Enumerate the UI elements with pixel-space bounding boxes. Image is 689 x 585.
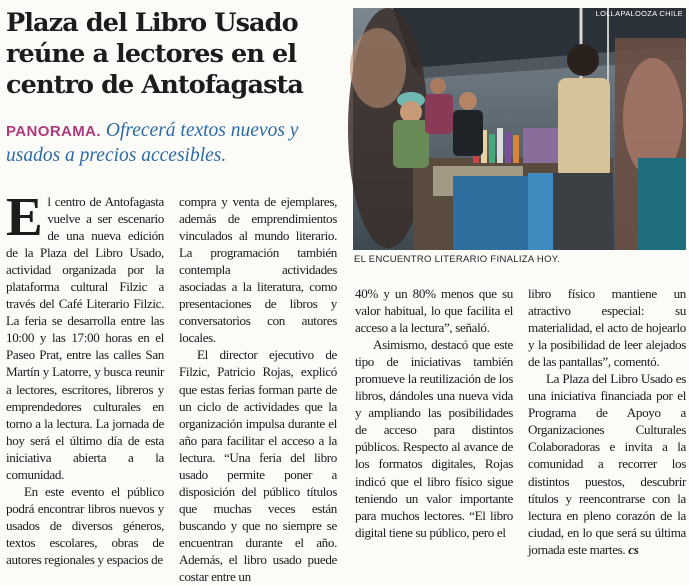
dropcap: E — [6, 186, 43, 247]
photo-credit: LOLLAPALOOZA CHILE — [595, 9, 683, 18]
text-column-1 — [6, 186, 164, 568]
photo-caption: EL ENCUENTRO LITERARIO FINALIZA HOY. — [354, 254, 561, 265]
kicker-label: PANORAMA. — [6, 123, 101, 140]
paragraph: El director ejecutivo de Filzic, Patricio Rojas, explicó que estas ferias forman parte de un ciclo de actividades que la organización impulsa durante el año para facilitar el acceso a la lectura. “Una feria del libro usado permite poner a disposición del público títulos que muchas veces están buscando y que no siempre se encuentran durante el año. Además, el libro usado puede costar entre un — [179, 347, 337, 585]
deck — [6, 119, 346, 168]
paragraph: compra y venta de ejemplares, además de emprendimientos vinculados al mundo literario. La programación también contempla actividades asociadas a la literatura, como presentaciones de libros y conversatorios con autores locales. — [179, 194, 337, 346]
book-fair-photo — [353, 8, 686, 250]
deck-text: Ofrecerá textos nuevos y usados a precios accesibles. — [6, 120, 299, 166]
paragraph-text: La Plaza del Libro Usado es una iniciativa financiada por el Programa de Apoyo a Organizaciones Culturales Colaboradoras e invita a la comunidad a recorrer los distintos puestos, descubrir títulos y reencontrarse con la lectura en pleno corazón de la ciudad, en lo que será su última jornada este martes. — [528, 371, 686, 557]
end-mark: cs — [628, 541, 639, 557]
paragraph — [528, 370, 686, 558]
paragraph: Asimismo, destacó que este tipo de iniciativas también promueve la reutilización de los libros, dándoles una nueva vida y ampliando las posibilidades de acceso para distintos públicos. Respecto al avance de los formatos digitales, Rojas indicó que el libro físico sigue teniendo un valor importante para muchos lectores. “El libro digital tiene su público, pero el — [355, 337, 513, 540]
paragraph-text: l centro de Antofagasta vuelve a ser escenario de una nueva edición de la Plaza del Libro Usado, actividad organizada por la plataforma cultural Filzic a través del Café Literario Filzic. La feria se desarrolla entre las 10:00 y las 17:00 horas en el Paseo Prat, entre las calles San Martín y Latorre, y busca reunir a lectores, escritores, libreros y emprendedores culturales en torno a la lectura. La jornada de hoy será el último día de esta iniciativa abierta a la comunidad. — [6, 194, 164, 482]
news-photo — [353, 8, 686, 250]
headline: Plaza del Libro Usado reúne a lectores en el centro de Antofagasta — [6, 8, 304, 100]
text-column-4 — [528, 285, 686, 558]
paragraph: 40% y un 80% menos que su valor habitual, lo que facilita el acceso a la lectura”, señaló. — [355, 286, 513, 336]
paragraph — [6, 186, 164, 483]
paragraph: libro físico mantiene un atractivo especial: su materialidad, el acto de hojearlo y la posibilidad de leer alejados de las pantallas”, comentó. — [528, 286, 686, 370]
text-column-2 — [179, 193, 337, 585]
paragraph: En este evento el público podrá encontrar libros nuevos y usados de diversos géneros, textos escolares, obras de autores regionales y espacios de — [6, 483, 164, 567]
text-column-3 — [355, 285, 513, 541]
